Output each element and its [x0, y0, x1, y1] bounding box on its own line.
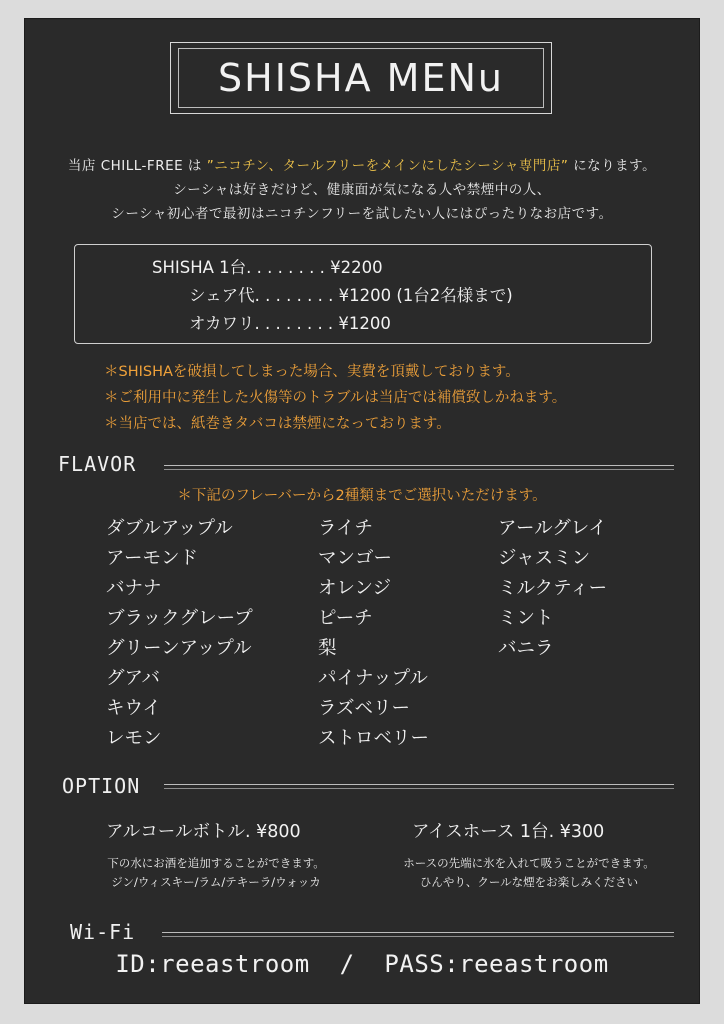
- wifi-heading: Wi-Fi: [70, 920, 136, 944]
- flavor-item: ブラックグレープ: [106, 608, 253, 629]
- intro-line-2: シーシャは好きだけど、健康面が気になる人や禁煙中の人、: [173, 182, 551, 198]
- option-alcohol-desc-2: ジン/ウィスキー/ラム/テキーラ/ウォッカ: [111, 875, 321, 889]
- note-liability: ＊ご利用中に発生した火傷等のトラブルは当店では補償致しかねます。: [104, 390, 567, 406]
- flavor-item: マンゴー: [318, 548, 393, 569]
- option-rule-2: [164, 788, 674, 789]
- flavor-item: バニラ: [498, 638, 554, 659]
- option-heading: OPTION: [62, 774, 141, 798]
- flavor-item: グアバ: [106, 668, 161, 689]
- intro-line-1-a: 当店 CHILL-FREE は: [67, 158, 202, 174]
- intro-line-3: シーシャ初心者で最初はニコチンフリーを試したい人にはぴったりなお店です。: [111, 206, 613, 222]
- option-icehose-title: アイスホース 1台. ¥300: [412, 822, 605, 842]
- flavor-rule: [164, 465, 674, 466]
- page-title: SHISHA MENu: [218, 56, 504, 100]
- flavor-item: アールグレイ: [498, 518, 607, 539]
- price-share: シェア代. . . . . . . . ¥1200 (1台2名様まで): [189, 286, 513, 305]
- title-frame: [170, 42, 552, 114]
- flavor-item: ミルクティー: [498, 578, 608, 599]
- flavor-item: ピーチ: [318, 608, 373, 629]
- flavor-item: レモン: [106, 728, 162, 749]
- flavor-item: ストロベリー: [318, 728, 430, 749]
- flavor-heading: FLAVOR: [58, 452, 137, 476]
- flavor-item: キウイ: [106, 698, 161, 719]
- intro-line-1: [24, 154, 700, 174]
- flavor-note: ＊下記のフレーバーから2種類までご選択いただけます。: [177, 488, 547, 504]
- flavor-rule-2: [164, 469, 674, 470]
- flavor-item: グリーンアップル: [106, 638, 252, 659]
- menu-board: [24, 18, 700, 1004]
- wifi-rule: [162, 932, 674, 933]
- intro-line-1-c: になります。: [573, 158, 657, 174]
- flavor-item: ダブルアップル: [106, 518, 233, 539]
- flavor-item: ジャスミン: [498, 548, 591, 569]
- note-cigarettes: ＊当店では、紙巻きタバコは禁煙になっております。: [104, 416, 451, 432]
- flavor-item: ラズベリー: [318, 698, 410, 719]
- option-rule: [164, 784, 674, 785]
- flavor-item: パイナップル: [318, 668, 428, 689]
- flavor-item: アーモンド: [106, 548, 198, 569]
- note-damage: ＊SHISHAを破損してしまった場合、実費を頂戴しております。: [104, 364, 520, 380]
- price-shisha: SHISHA 1台. . . . . . . . ¥2200: [152, 258, 383, 277]
- option-icehose-desc-2: ひんやり、クールな煙をお楽しみください: [419, 875, 639, 889]
- option-alcohol-title: アルコールボトル. ¥800: [106, 822, 301, 842]
- flavor-item: 梨: [318, 638, 337, 659]
- flavor-item: ライチ: [318, 518, 373, 539]
- flavor-item: ミント: [498, 608, 554, 629]
- option-alcohol-desc: [76, 854, 356, 892]
- wifi-rule-2: [162, 936, 674, 937]
- flavor-item: オレンジ: [318, 578, 392, 599]
- price-refill: オカワリ. . . . . . . . ¥1200: [189, 314, 391, 333]
- option-alcohol-desc-1: 下の水にお酒を追加することができます。: [107, 856, 325, 870]
- option-icehose-desc-1: ホースの先端に氷を入れて吸うことができます。: [403, 856, 655, 870]
- option-icehose-desc: [374, 854, 684, 892]
- flavor-item: バナナ: [106, 578, 162, 599]
- wifi-credentials: ID:reeastroom / PASS:reeastroom: [115, 950, 609, 978]
- intro-line-1-highlight: ”ニコチン、タールフリーをメインにしたシーシャ専門店”: [206, 158, 569, 174]
